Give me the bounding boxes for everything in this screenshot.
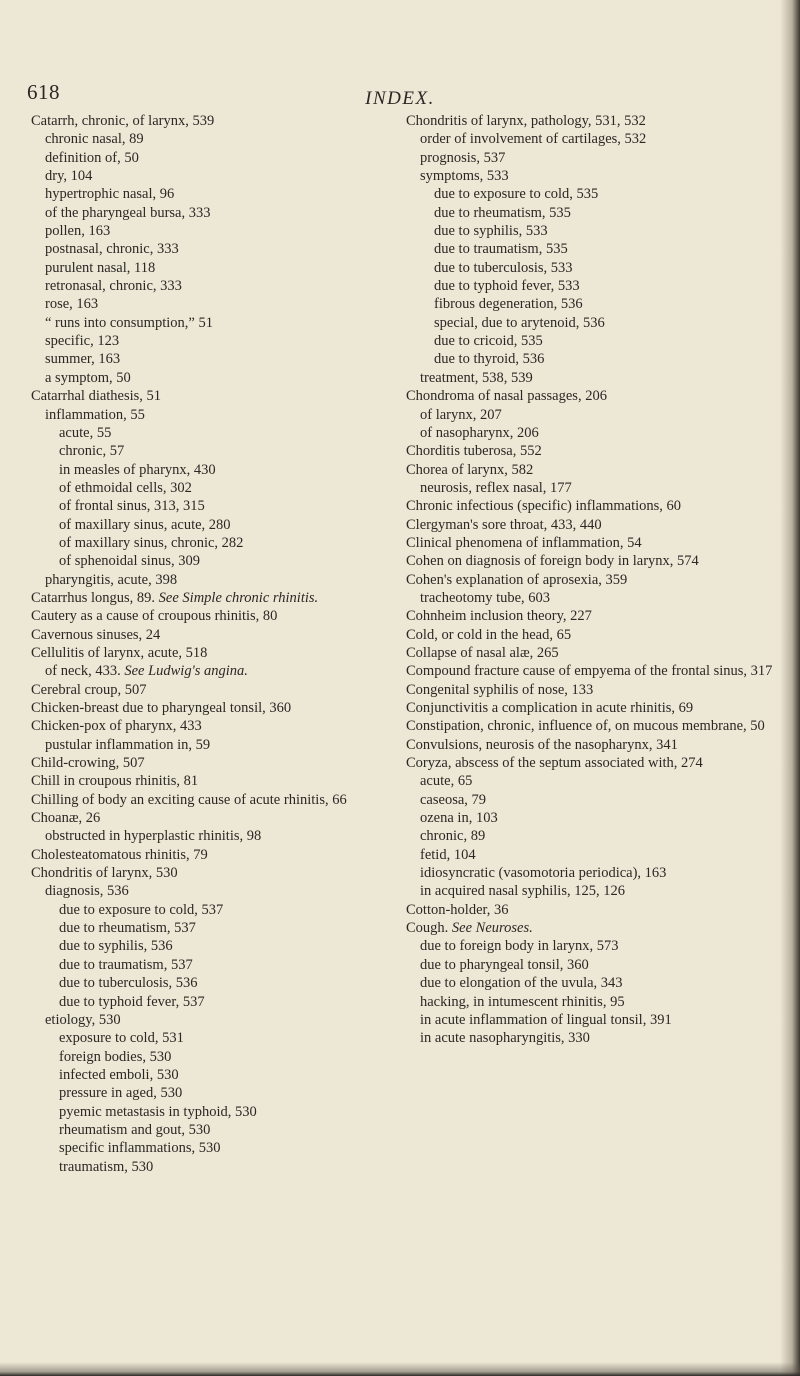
index-entry-text: of maxillary sinus, chronic, 282 [59,534,244,551]
index-entry-text: Constipation, chronic, influence of, on mucous membrane, 50 [406,718,765,735]
index-entry [31,607,403,625]
index-entry [59,901,403,919]
index-entry-text: fibrous degeneration, 536 [434,296,583,313]
index-entry-text: chronic, 89 [420,828,486,845]
index-entry-text: acute, 55 [59,424,112,441]
index-entry [45,662,403,680]
index-entry-text: fetid, 104 [420,846,476,863]
index-entry-text: Cold, or cold in the head, 65 [406,626,572,643]
index-entry [45,571,403,589]
index-entry-text: Choanæ, 26 [31,810,101,827]
index-entry [406,626,778,644]
index-entry [31,387,403,405]
index-entry [45,222,403,240]
index-entry [406,754,778,772]
index-entry [406,112,778,130]
index-entry-text: etiology, 530 [45,1011,121,1028]
index-entry [45,240,403,258]
index-entry [59,974,403,992]
index-entry [45,295,403,313]
index-entry-text: “ runs into consumption,” 51 [45,314,213,331]
index-entry-text: pustular inflammation in, 59 [45,736,211,753]
index-entry-text: specific, 123 [45,333,120,350]
index-entry-text: due to cricoid, 535 [434,333,543,350]
index-entry [59,534,403,552]
index-entry [31,626,403,644]
index-entry [420,956,778,974]
index-entry-text: pressure in aged, 530 [59,1085,183,1102]
index-entry [59,1139,403,1157]
index-entry-text: Chondritis of larynx, 530 [31,865,178,882]
index-entry-text: due to exposure to cold, 535 [434,186,599,203]
index-entry-text: Collapse of nasal alæ, 265 [406,644,559,661]
index-entry-text: dry, 104 [45,168,93,185]
index-entry [434,277,778,295]
index-entry-text: Chorditis tuberosa, 552 [406,443,542,460]
index-entry [406,497,778,515]
index-entry-text: due to typhoid fever, 533 [434,278,580,295]
index-entry [420,1029,778,1047]
index-entry-text: neurosis, reflex nasal, 177 [420,479,572,496]
index-entry [45,406,403,424]
index-column-right [406,112,778,1048]
index-entry [31,644,403,662]
index-entry [434,185,778,203]
index-entry-text: hacking, in intumescent rhinitis, 95 [420,993,625,1010]
index-entry-text: due to elongation of the uvula, 343 [420,975,623,992]
index-entry [434,314,778,332]
index-entry-text: Catarrh, chronic, of larynx, 539 [31,113,215,129]
index-entry-text: infected emboli, 530 [59,1066,179,1083]
index-entry [45,882,403,900]
index-entry [434,204,778,222]
index-entry-text: pollen, 163 [45,223,111,240]
index-entry [59,479,403,497]
index-entry-text: purulent nasal, 118 [45,259,156,276]
index-entry [406,607,778,625]
index-entry [45,259,403,277]
index-entry-text: due to syphilis, 533 [434,223,548,240]
index-entry-text: due to syphilis, 536 [59,938,173,955]
index-entry-text: summer, 163 [45,351,121,368]
index-entry [406,552,778,570]
index-entry [406,461,778,479]
index-entry [59,461,403,479]
index-entry-text: pyemic metastasis in typhoid, 530 [59,1103,257,1120]
index-entry [59,1029,403,1047]
index-entry-text: in measles of pharynx, 430 [59,461,216,478]
index-entry [406,571,778,589]
index-entry [59,956,403,974]
index-entry [406,699,778,717]
index-entry-text: Clinical phenomena of inflammation, 54 [406,534,642,551]
index-entry-text: due to exposure to cold, 537 [59,901,224,918]
index-entry [31,864,403,882]
index-entry [420,1011,778,1029]
index-entry-text: of larynx, 207 [420,406,502,423]
index-entry-text: a symptom, 50 [45,369,131,386]
index-entry-text: Chronic infectious (specific) inflammations, 60 [406,498,682,515]
index-entry-text: inflammation, 55 [45,406,145,423]
index-entry-text: special, due to arytenoid, 536 [434,314,605,331]
index-entry-text: due to traumatism, 537 [59,956,193,973]
index-entry-text: rheumatism and gout, 530 [59,1121,211,1138]
index-entry [59,937,403,955]
index-entry [45,185,403,203]
index-entry-text: ozena in, 103 [420,810,498,827]
index-entry-text: chronic nasal, 89 [45,131,144,148]
index-entry-text: Child-crowing, 507 [31,755,145,772]
index-entry [420,809,778,827]
index-entry-text: definition of, 50 [45,149,139,166]
index-entry [31,112,403,130]
see-reference: See Simple chronic rhinitis. [158,589,319,606]
index-entry [59,424,403,442]
index-entry [406,644,778,662]
index-entry [59,516,403,534]
index-entry [45,350,403,368]
index-entry [406,681,778,699]
index-entry-text: of nasopharynx, 206 [420,424,539,441]
index-entry [420,149,778,167]
index-entry [420,882,778,900]
index-entry-text: Catarrhal diathesis, 51 [31,388,162,405]
index-entry-text: Chondritis of larynx, pathology, 531, 532 [406,113,646,129]
index-entry [45,736,403,754]
index-entry-text: order of involvement of cartilages, 532 [420,131,647,148]
index-entry [31,754,403,772]
index-entry [420,827,778,845]
index-entry [406,901,778,919]
index-entry [434,332,778,350]
index-entry-text: prognosis, 537 [420,149,506,166]
index-entry [31,846,403,864]
index-entry-text: due to tuberculosis, 533 [434,259,573,276]
index-entry [420,167,778,185]
index-entry [45,167,403,185]
index-entry-text: idiosyncratic (vasomotoria periodica), 163 [420,865,667,882]
index-entry [434,222,778,240]
index-entry-text: Coryza, abscess of the septum associated with, 274 [406,755,703,772]
index-entry [420,369,778,387]
index-entry [31,589,403,607]
see-reference: See Ludwig's angina. [124,663,248,680]
index-entry [45,1011,403,1029]
index-entry-text: due to typhoid fever, 537 [59,993,205,1010]
index-column-left [31,112,403,1176]
index-entry-text: Chorea of larynx, 582 [406,461,534,478]
index-entry [45,149,403,167]
index-entry-text: in acquired nasal syphilis, 125, 126 [420,883,625,900]
index-entry [420,993,778,1011]
index-entry-text: Chicken-pox of pharynx, 433 [31,718,202,735]
index-entry-text: of frontal sinus, 313, 315 [59,498,205,515]
index-entry [45,369,403,387]
index-entry [31,681,403,699]
index-entry [420,406,778,424]
index-entry-text: specific inflammations, 530 [59,1140,221,1157]
index-entry [59,442,403,460]
index-entry [59,1084,403,1102]
index-entry-text: obstructed in hyperplastic rhinitis, 98 [45,828,262,845]
index-entry [45,204,403,222]
index-entry [59,1103,403,1121]
index-entry [420,791,778,809]
index-entry [406,442,778,460]
index-entry-text: Congenital syphilis of nose, 133 [406,681,594,698]
index-entry [59,919,403,937]
index-entry-text: of the pharyngeal bursa, 333 [45,204,211,221]
index-entry [406,717,778,735]
index-entry-text: retronasal, chronic, 333 [45,278,182,295]
index-entry [31,699,403,717]
index-entry-text: of neck, 433. [45,663,121,680]
index-entry [420,864,778,882]
index-entry [434,240,778,258]
index-entry-text: Clergyman's sore throat, 433, 440 [406,516,602,533]
index-entry-text: Chill in croupous rhinitis, 81 [31,773,199,790]
index-entry [420,772,778,790]
index-entry [45,332,403,350]
index-entry [420,937,778,955]
index-entry-text: hypertrophic nasal, 96 [45,186,175,203]
index-entry [420,479,778,497]
running-header: INDEX. [365,88,435,109]
index-entry [31,809,403,827]
index-entry-text: Chilling of body an exciting cause of acute rhinitis, 66 [31,791,347,808]
index-entry-text: due to tuberculosis, 536 [59,975,198,992]
index-entry-text: pharyngitis, acute, 398 [45,571,178,588]
index-entry [420,589,778,607]
index-entry [31,791,403,809]
index-entry [434,295,778,313]
index-entry [406,534,778,552]
index-entry-text: due to rheumatism, 535 [434,204,571,221]
page-edge-shadow [780,0,800,1376]
index-entry-text: due to rheumatism, 537 [59,920,196,937]
index-entry-text: due to pharyngeal tonsil, 360 [420,956,589,973]
index-entry [420,846,778,864]
index-entry [406,387,778,405]
index-entry-text: tracheotomy tube, 603 [420,589,551,606]
index-entry [45,314,403,332]
index-entry [59,497,403,515]
index-entry-text: of maxillary sinus, acute, 280 [59,516,231,533]
index-entry [31,717,403,735]
index-entry-text: Cohnheim inclusion theory, 227 [406,608,592,625]
index-entry [45,827,403,845]
index-entry [406,736,778,754]
index-entry-text: Cerebral croup, 507 [31,681,147,698]
index-entry-text: chronic, 57 [59,443,125,460]
index-entry [420,424,778,442]
index-entry-text: Cohen's explanation of aprosexia, 359 [406,571,628,588]
index-entry-text: rose, 163 [45,296,99,313]
index-entry-text: Cotton-holder, 36 [406,901,509,918]
index-entry [406,516,778,534]
index-entry-text: foreign bodies, 530 [59,1048,172,1065]
index-entry [420,130,778,148]
index-entry [59,1121,403,1139]
index-entry-text: Cough. [406,920,449,937]
index-entry [59,1066,403,1084]
index-entry-text: due to foreign body in larynx, 573 [420,938,619,955]
index-entry-text: Catarrhus longus, 89. [31,589,156,606]
index-entry-text: Chondroma of nasal passages, 206 [406,388,607,405]
index-entry [31,772,403,790]
index-entry-text: Compound fracture cause of empyema of the frontal sinus, 317 [406,663,773,680]
index-entry-text: Convulsions, neurosis of the nasopharynx, 341 [406,736,678,753]
index-entry-text: Cholesteatomatous rhinitis, 79 [31,846,208,863]
index-entry [45,130,403,148]
index-entry-text: in acute nasopharyngitis, 330 [420,1030,590,1047]
index-entry-text: Cavernous sinuses, 24 [31,626,161,643]
index-entry-text: treatment, 538, 539 [420,369,533,386]
index-entry-text: caseosa, 79 [420,791,487,808]
index-entry-text: Cohen on diagnosis of foreign body in larynx, 574 [406,553,699,570]
see-reference: See Neuroses. [451,920,533,937]
page-bottom-shadow [0,1362,800,1376]
index-entry [59,993,403,1011]
index-entry-text: acute, 65 [420,773,473,790]
index-entry [434,350,778,368]
index-entry-text: of sphenoidal sinus, 309 [59,553,200,570]
index-entry-text: Cellulitis of larynx, acute, 518 [31,644,208,661]
index-entry [59,1158,403,1176]
page-number: 618 [27,80,60,104]
index-entry-text: Conjunctivitis a complication in acute rhinitis, 69 [406,700,694,716]
index-entry-text: diagnosis, 536 [45,883,129,900]
index-entry-text: of ethmoidal cells, 302 [59,479,192,496]
index-entry-text: traumatism, 530 [59,1158,154,1175]
index-entry-text: due to thyroid, 536 [434,351,545,368]
index-entry [406,919,778,937]
index-entry-text: postnasal, chronic, 333 [45,241,179,258]
index-entry [420,974,778,992]
index-entry-text: Cautery as a cause of croupous rhinitis, 80 [31,608,278,625]
index-entry-text: exposure to cold, 531 [59,1030,184,1047]
index-entry [59,552,403,570]
index-entry [434,259,778,277]
index-entry [59,1048,403,1066]
index-entry-text: symptoms, 533 [420,168,509,185]
index-entry-text: Chicken-breast due to pharyngeal tonsil, 360 [31,700,292,716]
index-entry [45,277,403,295]
index-entry-text: due to traumatism, 535 [434,241,568,258]
index-entry [406,662,778,680]
index-entry-text: in acute inflammation of lingual tonsil, 391 [420,1011,672,1028]
